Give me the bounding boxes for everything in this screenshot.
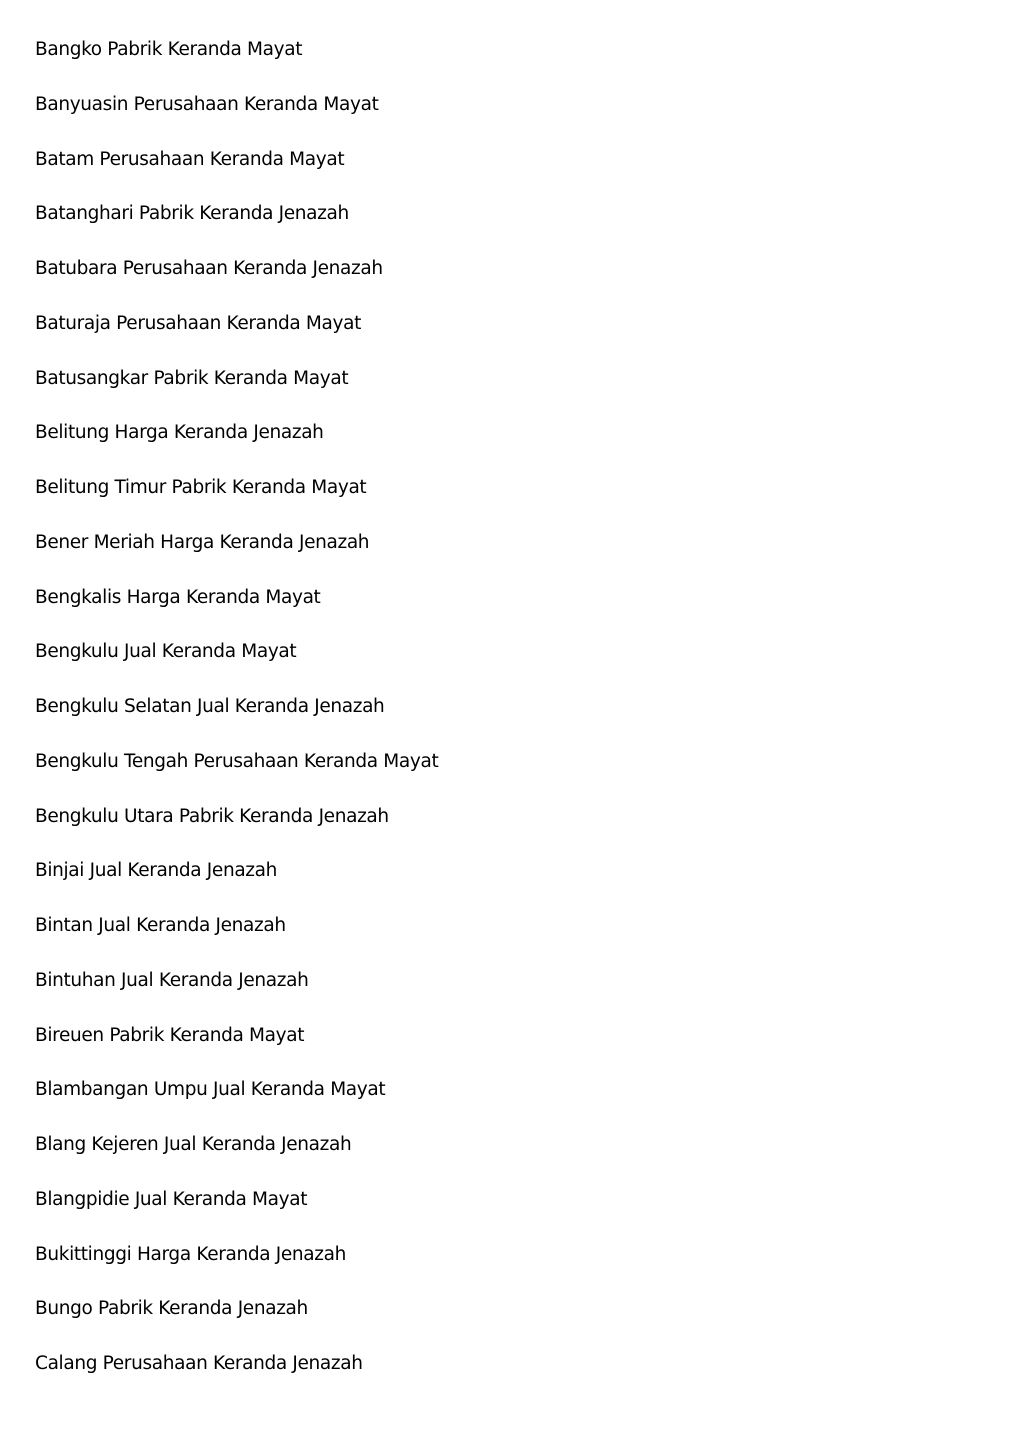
list-item: Belitung Harga Keranda Jenazah bbox=[35, 422, 324, 444]
list-item: Calang Perusahaan Keranda Jenazah bbox=[35, 1353, 363, 1374]
list-item: Belitung Timur Pabrik Keranda Mayat bbox=[35, 477, 367, 498]
list-item: Bengkulu Selatan Jual Keranda Jenazah bbox=[35, 696, 385, 717]
list-item: Batanghari Pabrik Keranda Jenazah bbox=[35, 203, 349, 225]
list-item: Batam Perusahaan Keranda Mayat bbox=[35, 148, 345, 170]
list-item: Bukittinggi Harga Keranda Jenazah bbox=[35, 1243, 346, 1265]
list-item: Binjai Jual Keranda Jenazah bbox=[35, 860, 278, 882]
list-item: Baturaja Perusahaan Keranda Mayat bbox=[35, 312, 362, 334]
list-item: Batubara Perusahaan Keranda Jenazah bbox=[35, 258, 383, 279]
list-item: Batusangkar Pabrik Keranda Mayat bbox=[35, 367, 349, 389]
list-item: Bengkalis Harga Keranda Mayat bbox=[35, 586, 321, 608]
list-item: Bener Meriah Harga Keranda Jenazah bbox=[35, 531, 370, 553]
list-item: Bengkulu Jual Keranda Mayat bbox=[35, 641, 297, 663]
list-item: Bungo Pabrik Keranda Jenazah bbox=[35, 1298, 308, 1320]
list-item: Blang Kejeren Jual Keranda Jenazah bbox=[35, 1134, 352, 1155]
entry-list bbox=[35, 37, 438, 1406]
list-item: Banyuasin Perusahaan Keranda Mayat bbox=[35, 93, 379, 115]
list-item: Bintuhan Jual Keranda Jenazah bbox=[35, 969, 309, 991]
list-item: Bintan Jual Keranda Jenazah bbox=[35, 915, 286, 936]
list-item: Bengkulu Utara Pabrik Keranda Jenazah bbox=[35, 805, 389, 827]
list-item: Bireuen Pabrik Keranda Mayat bbox=[35, 1024, 305, 1046]
list-item: Blambangan Umpu Jual Keranda Mayat bbox=[35, 1079, 386, 1101]
list-item: Bangko Pabrik Keranda Mayat bbox=[35, 39, 303, 60]
list-item: Bengkulu Tengah Perusahaan Keranda Mayat bbox=[35, 750, 439, 772]
list-item: Blangpidie Jual Keranda Mayat bbox=[35, 1188, 308, 1210]
